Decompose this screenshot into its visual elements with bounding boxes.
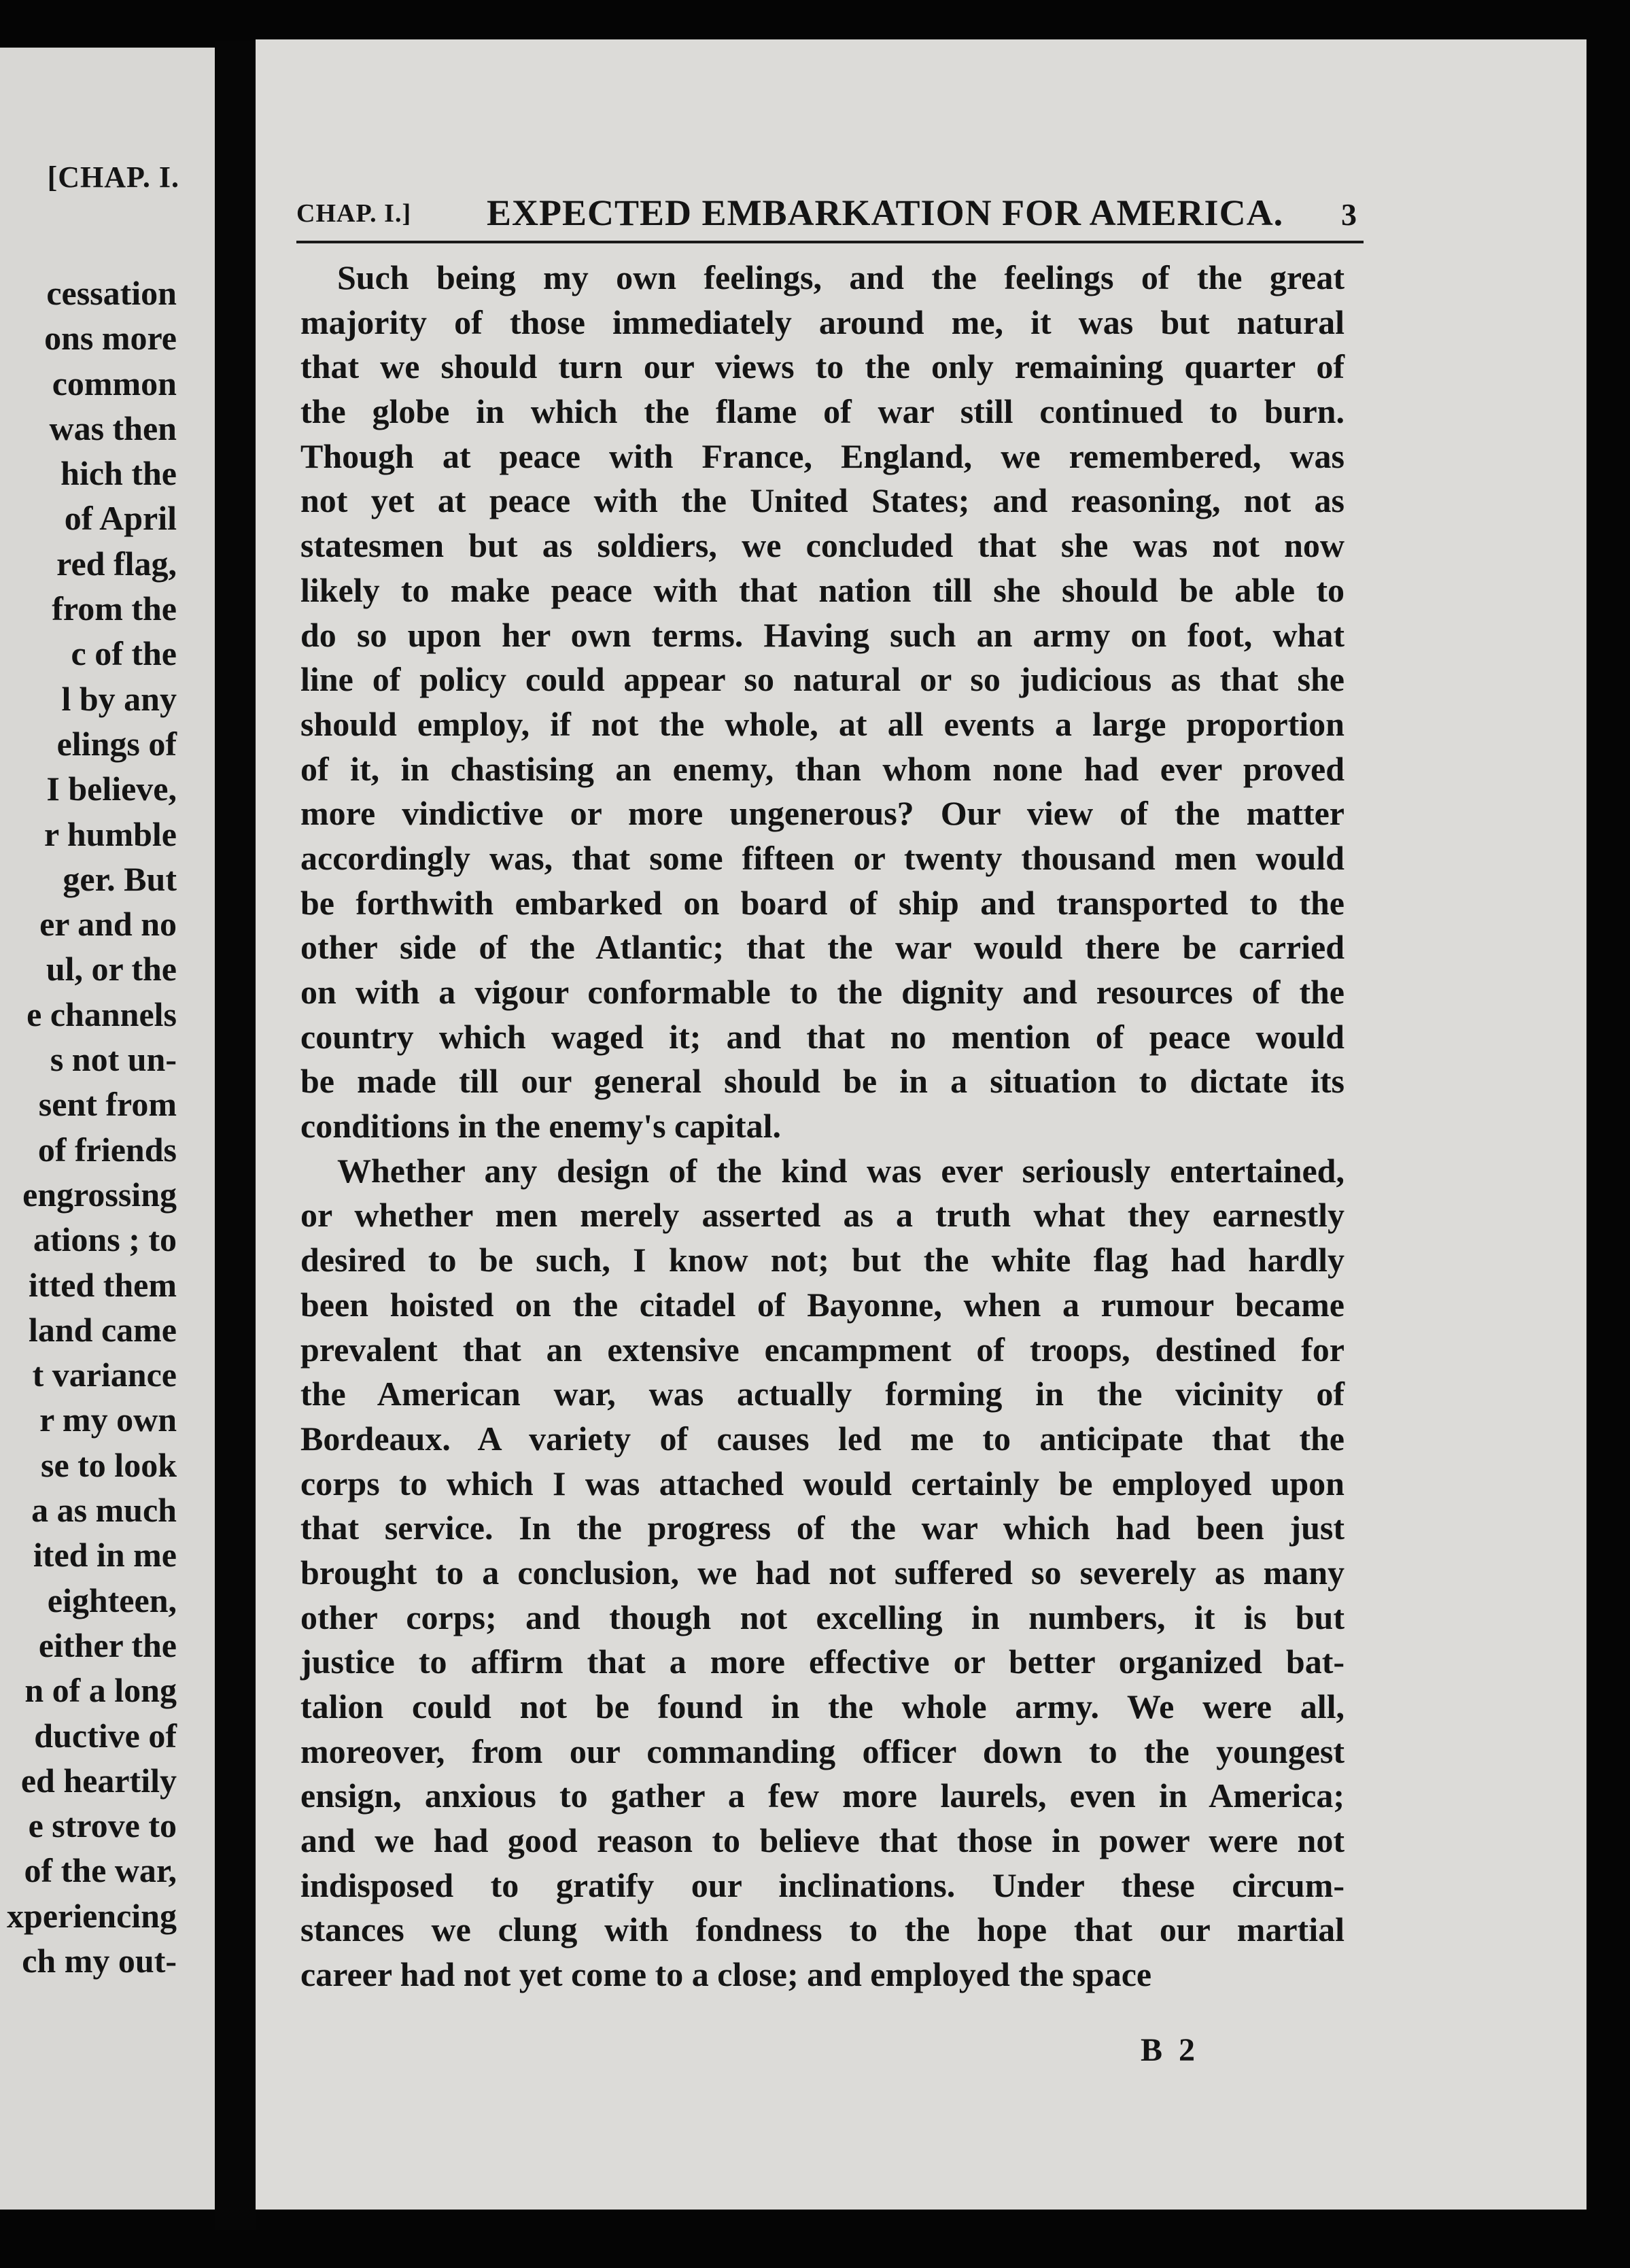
text-line: that service. In the progress of the war which had been just <box>300 1509 1345 1547</box>
left-page-line: se to look <box>41 1445 177 1484</box>
right-page <box>256 39 1586 2210</box>
text-line: on with a vigour conformable to the dignity and resources of the <box>300 973 1345 1011</box>
text-line: Bordeaux. A variety of causes led me to anticipate that the <box>300 1419 1345 1458</box>
left-page-line: itted them <box>29 1265 177 1304</box>
text-line: accordingly was, that some fifteen or twenty thousand men would <box>300 838 1345 877</box>
text-line: justice to affirm that a more effective or better organized bat- <box>300 1643 1345 1681</box>
left-page-line: ul, or the <box>46 950 177 989</box>
left-page-text <box>0 271 177 1983</box>
left-page-line: cessation <box>46 274 177 312</box>
text-line: desired to be such, I know not; but the white flag had hardly <box>300 1241 1345 1279</box>
left-page-fragment <box>0 48 215 2210</box>
text-line: be made till our general should be in a situation to dictate its <box>300 1062 1345 1101</box>
text-line: and we had good reason to believe that those in power were not <box>300 1821 1345 1860</box>
text-line: talion could not be found in the whole army. We were all, <box>300 1687 1345 1725</box>
text-line: Though at peace with France, England, we remembered, was <box>300 436 1345 475</box>
text-line: not yet at peace with the United States; and reasoning, not as <box>300 481 1345 520</box>
chapter-label: CHAP. I.] <box>296 199 412 228</box>
left-page-line: t variance <box>32 1356 177 1394</box>
left-page-line: elings of <box>56 724 177 763</box>
left-page-line: common <box>52 364 177 402</box>
text-line: majority of those immediately around me, it was but natural <box>300 303 1345 341</box>
left-page-line: of friends <box>37 1130 177 1169</box>
signature-mark: B 2 <box>1141 2032 1200 2068</box>
left-page-line: hich the <box>60 454 177 493</box>
text-line: career had not yet come to a close; and employed the space <box>300 1955 1152 1994</box>
left-page-line: of April <box>64 499 177 538</box>
text-line: moreover, from our commanding officer down to the youngest <box>300 1732 1345 1770</box>
text-line: brought to a conclusion, we had not suffered so severely as many <box>300 1553 1345 1592</box>
text-line: corps to which I was attached would certainly be employed upon <box>300 1464 1345 1502</box>
left-page-line: either the <box>38 1626 177 1664</box>
text-line: likely to make peace with that nation till she should be able to <box>300 570 1345 609</box>
body-text <box>300 256 1345 1997</box>
text-line: of it, in chastising an enemy, than whom none had ever proved <box>300 749 1345 788</box>
left-page-line: ons more <box>44 319 177 358</box>
left-page-line: ch my out- <box>22 1941 177 1980</box>
text-line: more vindictive or more ungenerous? Our view of the matter <box>300 794 1345 833</box>
left-page-line: I believe, <box>46 770 177 808</box>
text-line: been hoisted on the citadel of Bayonne, when a rumour became <box>300 1285 1345 1324</box>
left-page-line: n of a long <box>24 1671 177 1710</box>
left-page-line: ed heartily <box>20 1761 177 1800</box>
left-page-line: c of the <box>71 634 177 673</box>
left-page-line: e strove to <box>28 1806 177 1845</box>
left-page-line: ited in me <box>33 1536 177 1575</box>
text-line: the American war, was actually forming in the vicinity of <box>300 1375 1345 1413</box>
left-page-line: red flag, <box>56 544 177 583</box>
text-line: the globe in which the flame of war still continued to burn. <box>300 392 1345 431</box>
left-page-line: eighteen, <box>47 1581 177 1619</box>
left-page-line: ations ; to <box>33 1220 177 1259</box>
left-page-line: engrossing <box>22 1175 177 1214</box>
left-page-line: e channels <box>27 995 177 1033</box>
text-line: do so upon her own terms. Having such an army on foot, what <box>300 615 1345 654</box>
book-gutter <box>215 41 256 2230</box>
text-line: line of policy could appear so natural or so judicious as that she <box>300 660 1345 699</box>
left-page-line: r humble <box>44 814 177 853</box>
text-line: other side of the Atlantic; that the war would there be carried <box>300 928 1345 967</box>
running-title: EXPECTED EMBARKATION FOR AMERICA. <box>487 192 1284 233</box>
running-head <box>296 175 1357 243</box>
text-line: stances we clung with fondness to the hope that our martial <box>300 1910 1345 1949</box>
left-page-line: s not un- <box>50 1040 177 1079</box>
text-line: country which waged it; and that no mention of peace would <box>300 1017 1345 1056</box>
text-line: indisposed to gratify our inclinations. Under these circum- <box>300 1866 1345 1904</box>
text-line: that we should turn our views to the only remaining quarter of <box>300 347 1345 386</box>
text-line: conditions in the enemy's capital. <box>300 1107 781 1146</box>
left-page-line: sent from <box>38 1085 177 1124</box>
left-page-line: land came <box>28 1310 177 1349</box>
left-page-line: a as much <box>31 1491 177 1530</box>
text-line: should employ, if not the whole, at all events a large proportion <box>300 704 1345 743</box>
left-page-header: [CHAP. I. <box>47 160 179 194</box>
left-page-line: of the war, <box>24 1851 177 1890</box>
left-page-line: was then <box>49 409 177 447</box>
text-line: other corps; and though not excelling in numbers, it is but <box>300 1598 1345 1636</box>
left-page-line: from the <box>52 589 177 628</box>
left-page-line: r my own <box>39 1401 177 1439</box>
text-line: prevalent that an extensive encampment of troops, destined for <box>300 1330 1345 1369</box>
left-page-line: ductive of <box>34 1716 177 1755</box>
text-line: statesmen but as soldiers, we concluded that she was not now <box>300 526 1345 565</box>
left-page-line: xperiencing <box>7 1896 177 1935</box>
page-number: 3 <box>1341 197 1357 232</box>
text-line: Such being my own feelings, and the feelings of the great <box>337 258 1345 296</box>
left-page-line: er and no <box>39 905 177 944</box>
text-line: ensign, anxious to gather a few more laurels, even in America; <box>300 1776 1345 1815</box>
text-line: be forthwith embarked on board of ship and transported to the <box>300 883 1345 922</box>
header-rule <box>296 241 1364 243</box>
left-page-line: l by any <box>61 679 177 718</box>
text-line: or whether men merely asserted as a truth what they earnestly <box>300 1196 1345 1235</box>
left-page-line: ger. But <box>63 859 177 898</box>
text-line: Whether any design of the kind was ever seriously entertained, <box>337 1151 1345 1190</box>
